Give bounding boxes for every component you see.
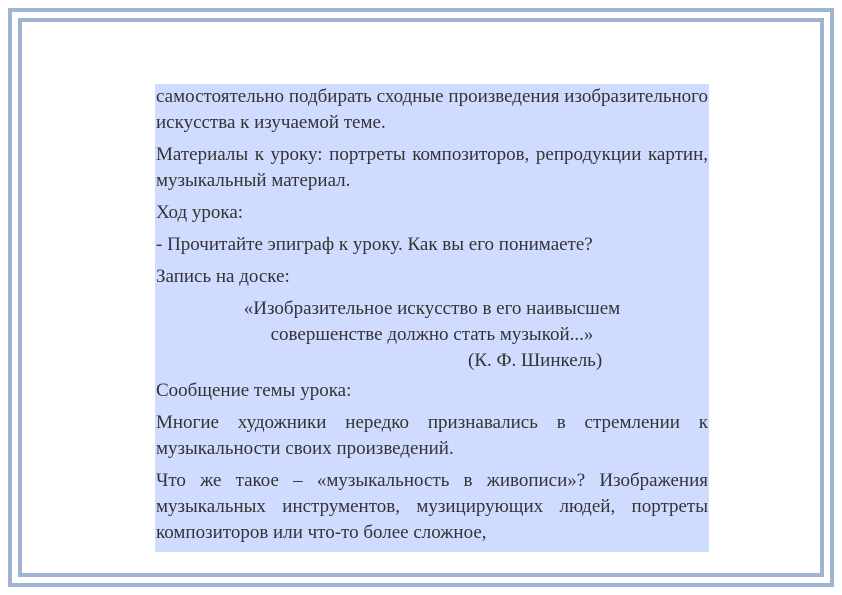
paragraph-epigraph-question: - Прочитайте эпиграф к уроку. Как вы его понимаете?: [156, 234, 593, 255]
epigraph-author: (К. Ф. Шинкель): [468, 350, 603, 371]
paragraph-intro: самостоятельно подбирать сходные произведения изобразительного искусства к изучаемой теме.: [156, 86, 708, 133]
paragraph-materials: Материалы к уроку: портреты композиторов, репродукции картин, музыкальный материал.: [156, 144, 708, 191]
paragraph-lesson-course: Ход урока:: [156, 202, 244, 223]
paragraph-musicality: Что же такое – «музыкальность в живописи»? Изображения музыкальных инструментов, музицирующих людей, портреты композиторов или что-то более сложное,: [156, 470, 708, 543]
paragraph-board-note: Запись на доске:: [156, 266, 290, 287]
text-box[interactable]: [155, 84, 709, 552]
paragraph-topic: Сообщение темы урока:: [156, 380, 352, 401]
epigraph-line-1: «Изобразительное искусство в его наивысшем: [243, 298, 621, 319]
epigraph-line-2: совершенстве должно стать музыкой...»: [270, 324, 594, 345]
paragraph-artists: Многие художники нередко признавались в стремлении к музыкальности своих произведений.: [156, 412, 708, 459]
